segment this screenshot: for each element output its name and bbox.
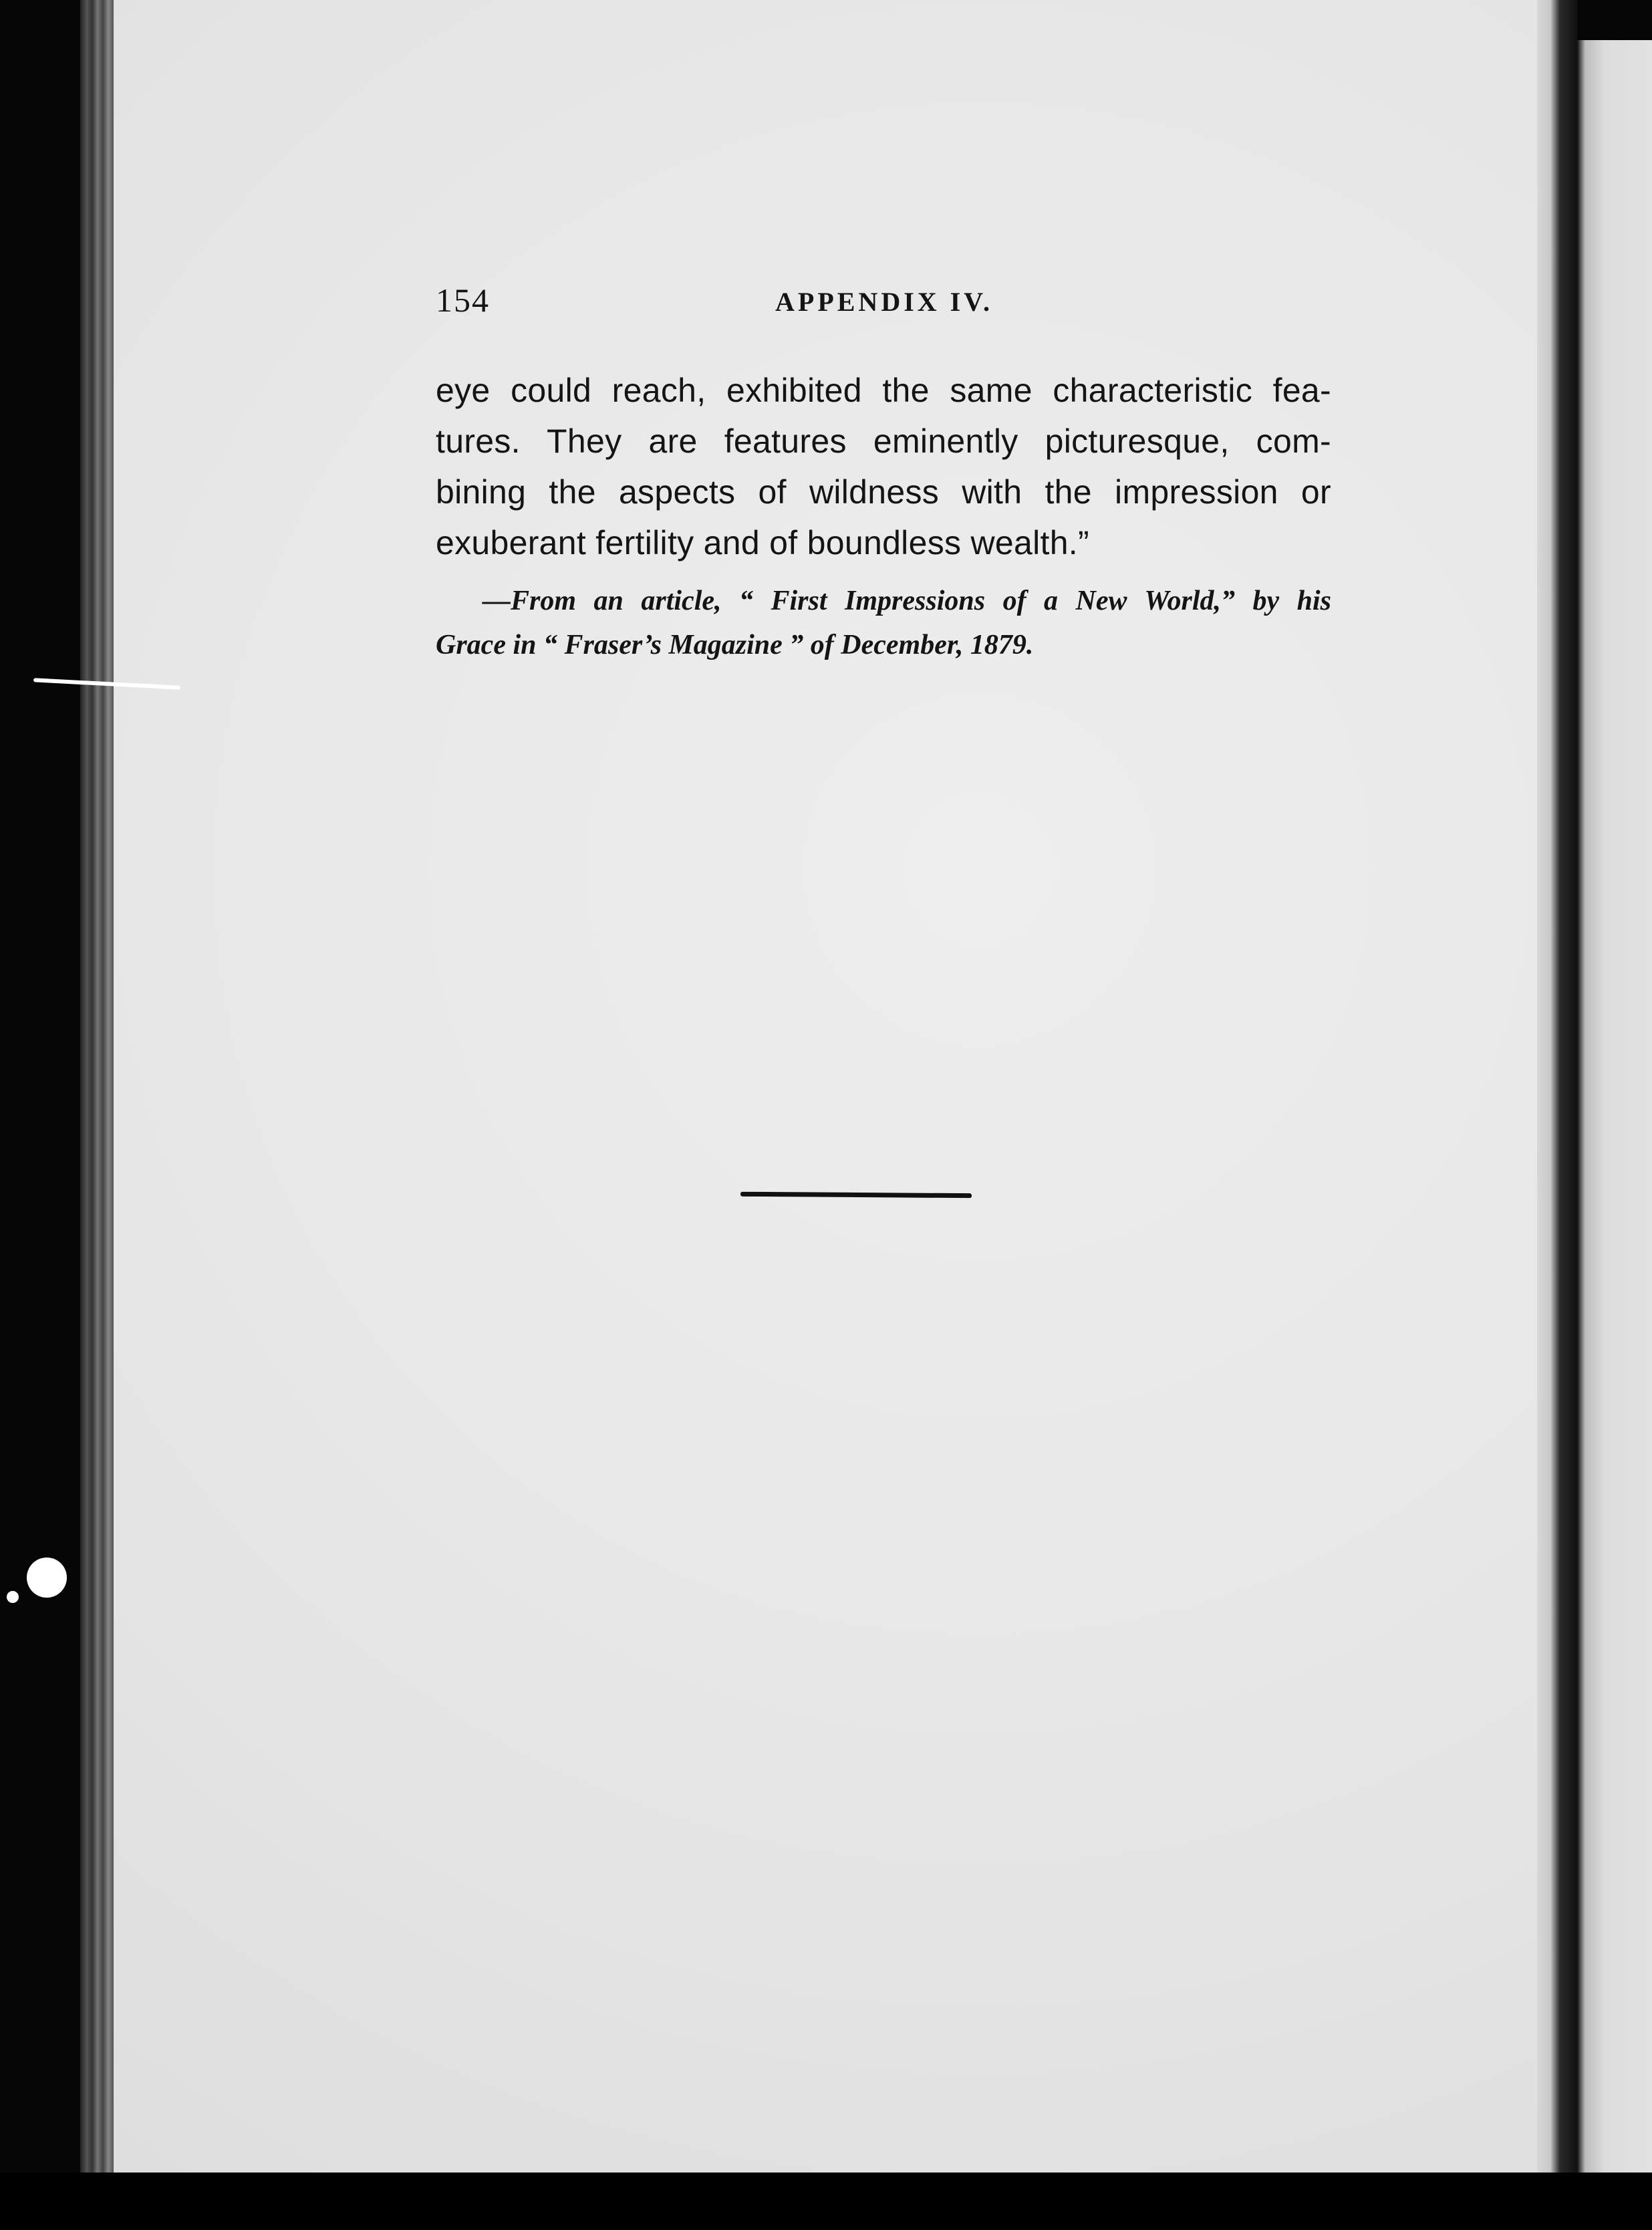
citation [436,579,1331,667]
body-line: exuberant fertility and of boundless wealth.” [436,524,1089,562]
scan-blemish [7,1591,19,1603]
page-gutter [1537,0,1577,2230]
body-text [436,365,1331,568]
scan-bottom-border [0,2173,1652,2230]
appendix-title: APPENDIX IV. [775,287,993,317]
body-line: bining the aspects of wildness with the impression or [436,473,1331,511]
citation-line: —From an article, “ First Impressions of a New World,” by his [483,586,1331,616]
scan-blemish [27,1558,67,1598]
running-head [436,281,1331,328]
next-page-sliver [1577,40,1652,2179]
citation-line: Grace in “ Fraser’s Magazine ” of December, 1879. [436,630,1034,660]
body-line: eye could reach, exhibited the same characteristic fea- [436,372,1331,409]
body-line: tures. They are features eminently picturesque, com- [436,422,1331,460]
page-number: 154 [436,281,490,319]
